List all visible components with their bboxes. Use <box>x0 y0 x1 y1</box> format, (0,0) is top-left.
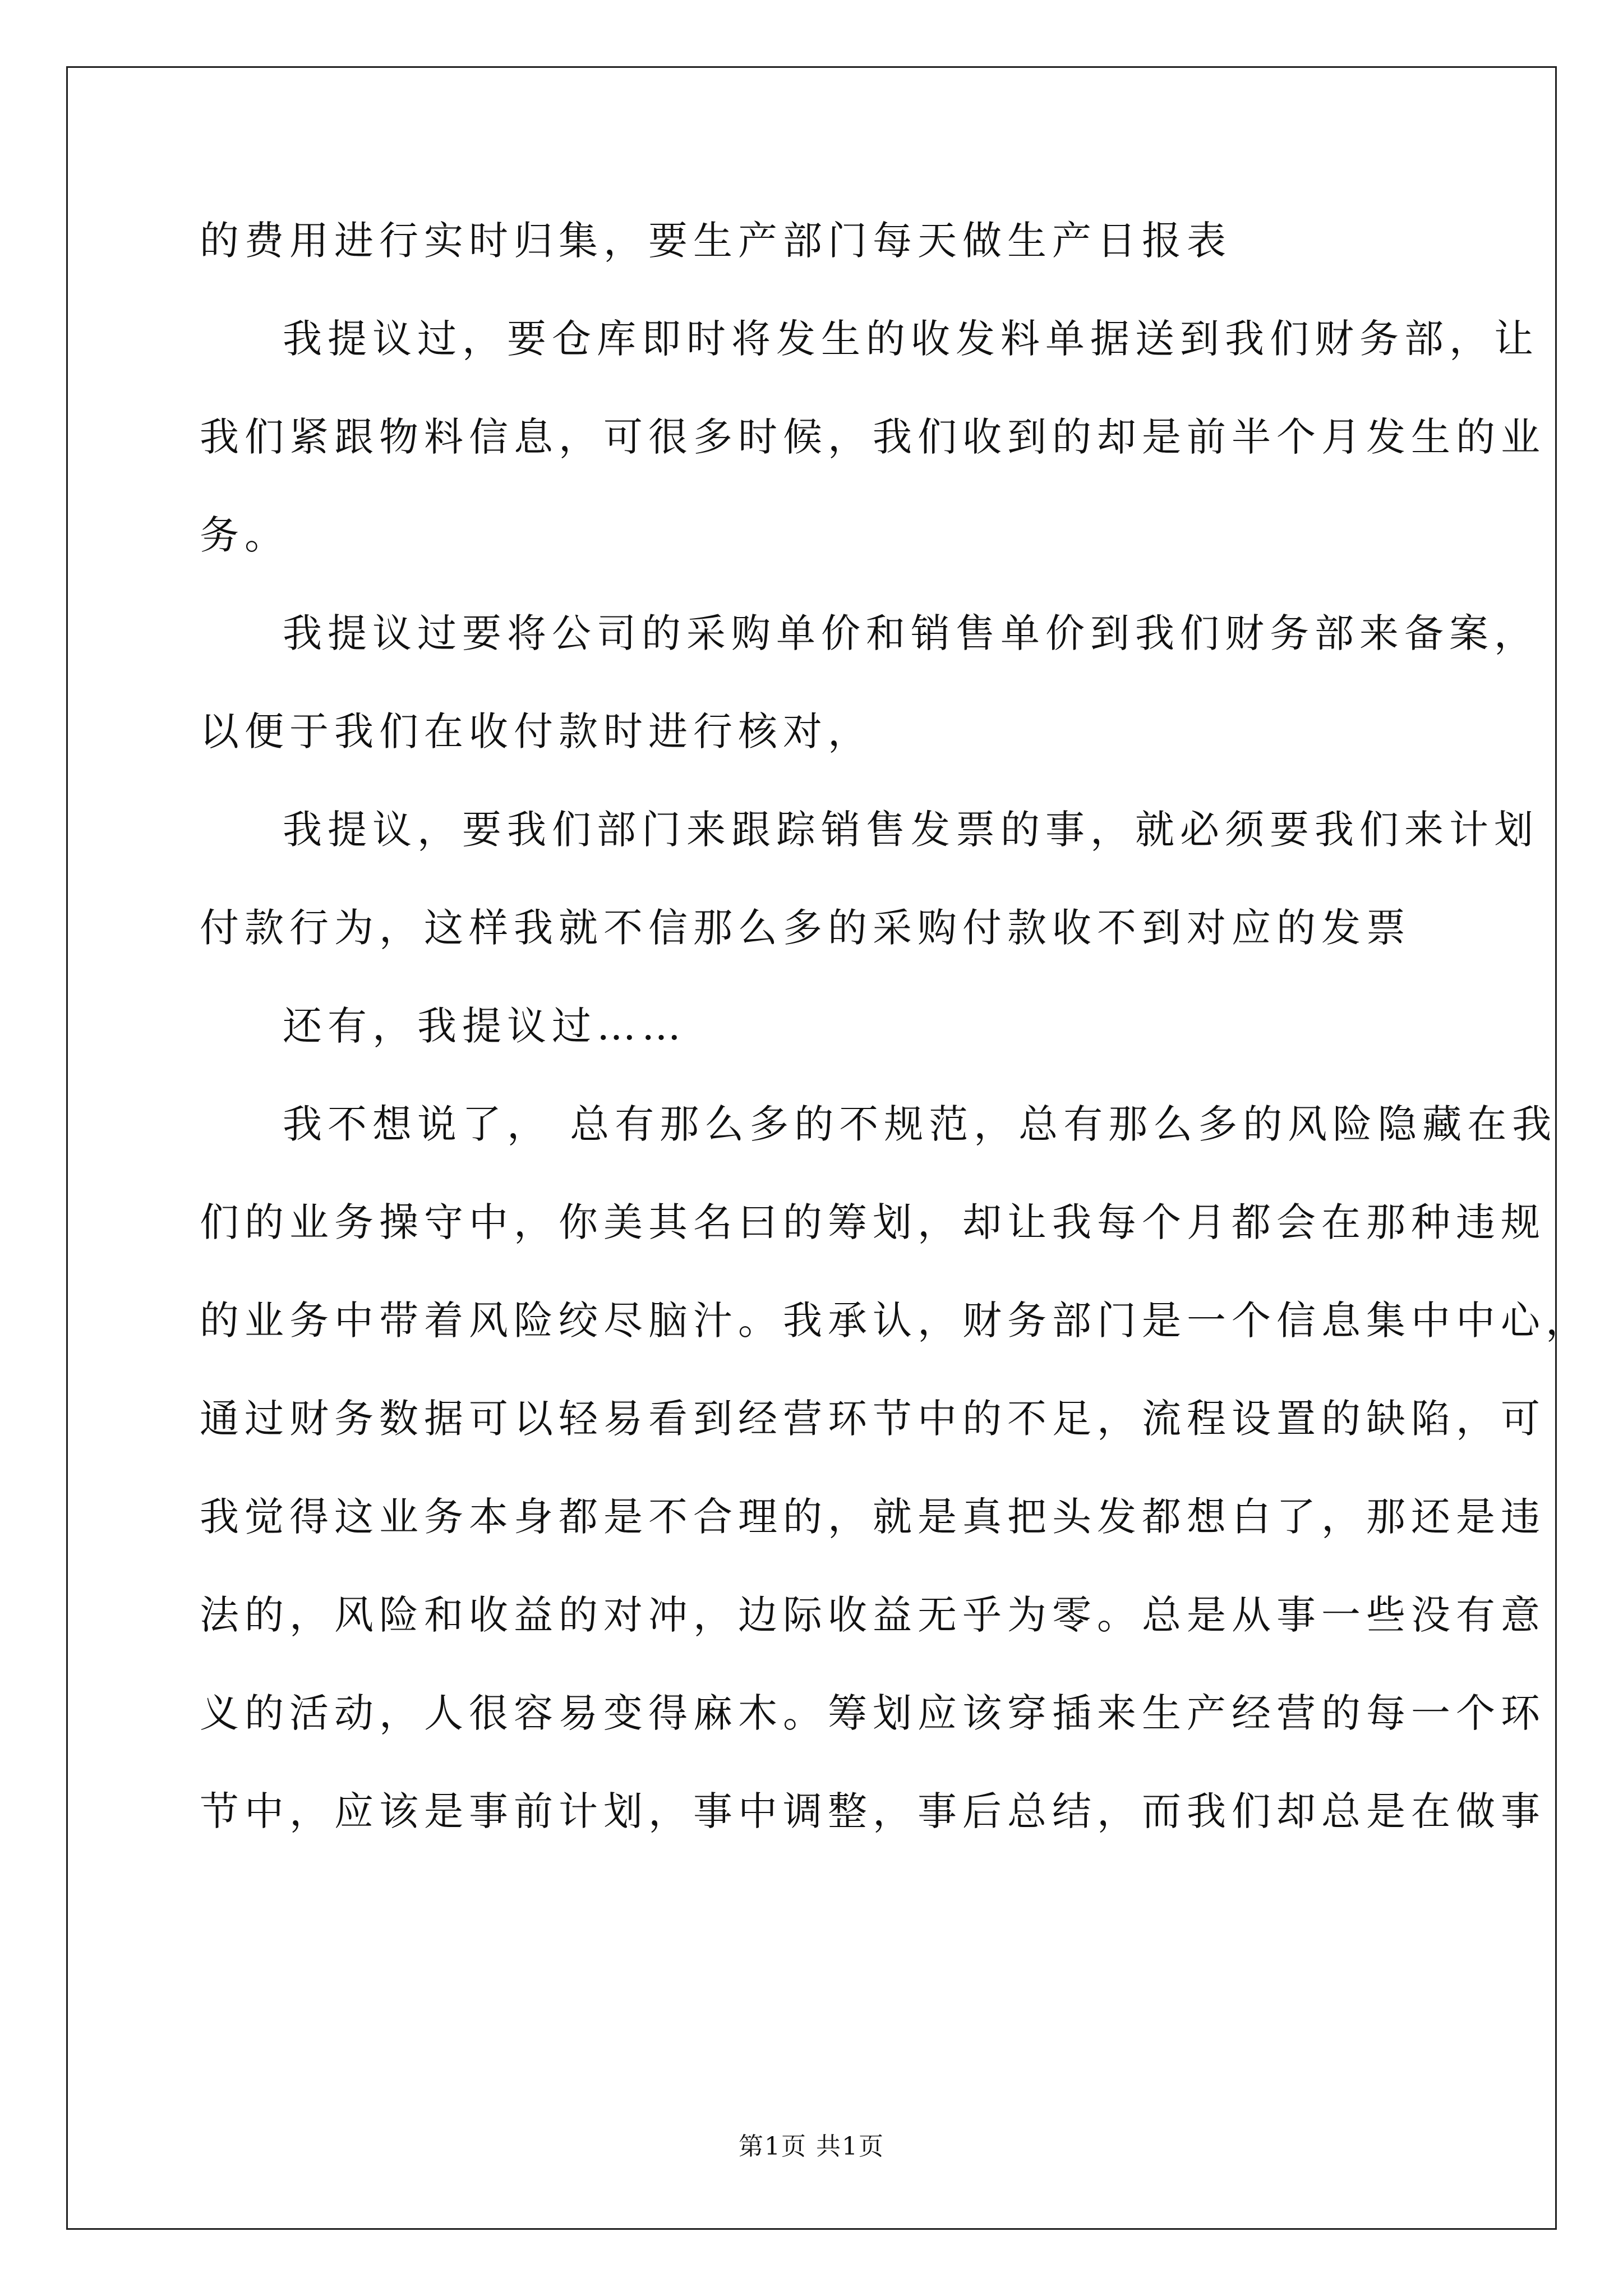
text-line: 我提议过，要仓库即时将发生的收发料单据送到我们财务部，让 <box>283 316 1539 362</box>
text-line: 我提议过要将公司的采购单价和销售单价到我们财务部来备案， <box>283 610 1539 656</box>
text-line: 通过财务数据可以轻易看到经营环节中的不足，流程设置的缺陷，可 <box>200 1396 1546 1442</box>
text-line: 义的活动，人很容易变得麻木。筹划应该穿插来生产经营的每一个环 <box>200 1690 1546 1736</box>
text-line: 们的业务操守中，你美其名曰的筹划，却让我每个月都会在那种违规 <box>200 1199 1546 1245</box>
page-number-footer: 第1页 共1页 <box>739 2132 884 2161</box>
text-line: 的费用进行实时归集，要生产部门每天做生产日报表 <box>200 218 1232 264</box>
text-line: 还有，我提议过…… <box>283 1003 686 1049</box>
text-line: 我觉得这业务本身都是不合理的，就是真把头发都想白了，那还是违 <box>200 1494 1546 1540</box>
text-line: 务。 <box>200 512 289 558</box>
text-line: 节中，应该是事前计划，事中调整，事后总结，而我们却总是在做事 <box>200 1788 1546 1834</box>
text-line: 以便于我们在收付款时进行核对， <box>200 708 873 754</box>
text-line: 我提议，要我们部门来跟踪销售发票的事，就必须要我们来计划 <box>283 807 1539 853</box>
text-line: 的业务中带着风险绞尽脑汁。我承认，财务部门是一个信息集中中心， <box>200 1297 1590 1343</box>
text-line: 我不想说了， 总有那么多的不规范，总有那么多的风险隐藏在我 <box>283 1101 1557 1147</box>
text-line: 付款行为，这样我就不信那么多的采购付款收不到对应的发票 <box>200 905 1411 951</box>
text-line: 我们紧跟物料信息，可很多时候，我们收到的却是前半个月发生的业 <box>200 414 1546 460</box>
text-line: 法的，风险和收益的对冲，边际收益无乎为零。总是从事一些没有意 <box>200 1592 1546 1638</box>
